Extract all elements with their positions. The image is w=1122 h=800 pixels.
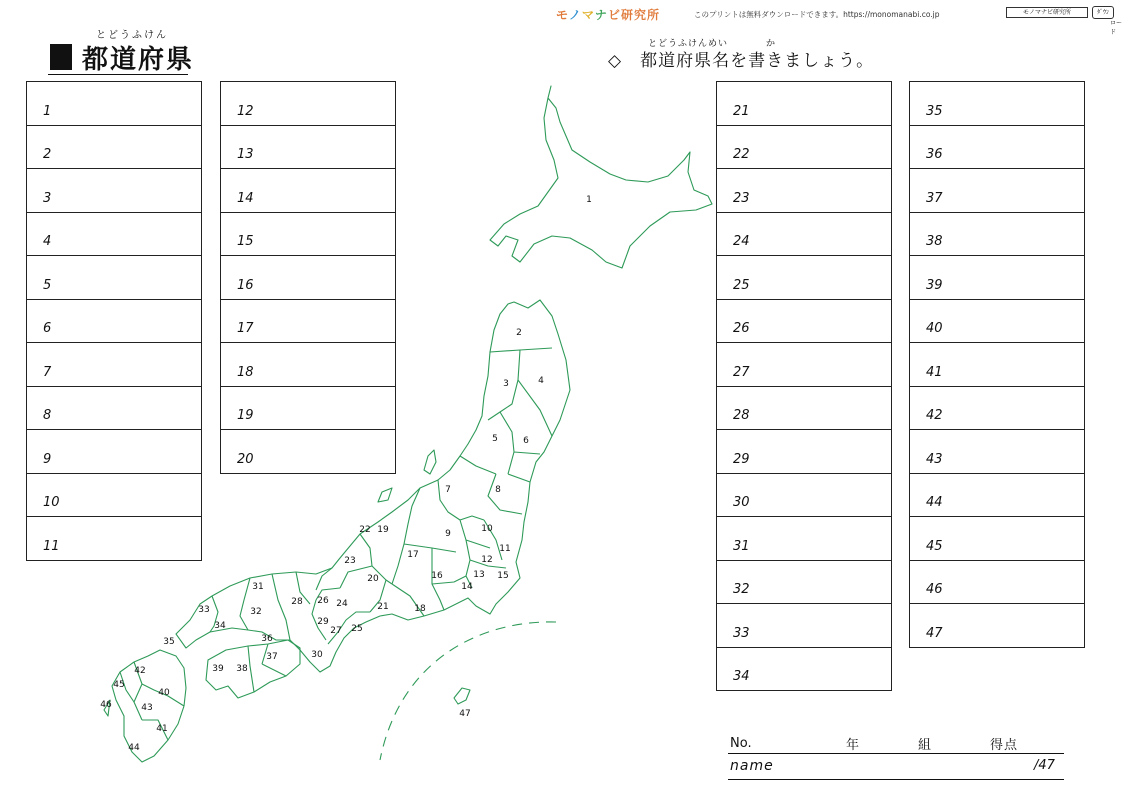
map-label-33: 33 [198,605,210,615]
map-label-44: 44 [128,743,140,753]
map-label-26: 26 [317,596,329,606]
answer-box-number: 38 [926,234,943,249]
map-label-11: 11 [499,544,511,554]
answer-box-number: 21 [733,103,750,119]
map-label-39: 39 [212,664,224,674]
map-label-3: 3 [503,379,509,389]
map-label-41: 41 [156,724,168,734]
map-label-27: 27 [330,626,342,636]
download-note: このプリントは無料ダウンロードできます。https://monomanabi.co.jp [694,10,940,19]
answer-box-number: 15 [237,234,254,249]
max-score: /47 [1034,758,1055,773]
map-label-28: 28 [291,597,303,607]
answer-box-number: 5 [43,277,52,293]
map-label-17: 17 [407,550,419,560]
map-number-labels [100,195,592,753]
answer-box-number: 37 [926,190,943,206]
map-label-9: 9 [445,529,451,539]
map-label-30: 30 [311,650,323,660]
answer-box-number: 9 [43,451,52,467]
map-label-20: 20 [367,574,379,584]
download-button[interactable]: ﾀﾞｳﾝ [1092,6,1114,19]
answer-box-number: 44 [926,495,943,510]
number-label: No. [730,736,752,751]
map-label-18: 18 [414,604,426,614]
answer-box-number: 22 [733,147,750,162]
brand-logo: モノマナビ研究所 [556,8,660,22]
map-label-15: 15 [497,571,509,581]
okinawa-divider [380,622,556,760]
instruction-text: ◇ 都道府県名を書きましょう。 [608,51,875,71]
answer-box-number: 16 [237,277,254,293]
map-label-42: 42 [134,666,146,676]
download-sub-label: ロード [1110,20,1122,36]
map-label-12: 12 [481,555,493,565]
answer-box-number: 17 [237,321,254,336]
answer-box-number: 30 [733,495,750,510]
answer-box-number: 29 [733,451,750,467]
answer-box-number: 6 [43,321,52,336]
instruction-furigana: とどうふけんめい [648,39,729,49]
map-label-19: 19 [377,525,389,535]
map-label-43: 43 [141,703,153,713]
map-label-34: 34 [214,621,226,631]
answer-box-number: 27 [733,364,750,380]
answer-box-number: 25 [733,277,750,293]
answer-box-number: 46 [926,582,943,597]
map-label-40: 40 [158,688,170,698]
answer-box-number: 40 [926,321,943,336]
answer-box-number: 43 [926,451,943,467]
map-label-4: 4 [538,376,544,386]
map-label-23: 23 [344,556,356,566]
map-label-21: 21 [377,602,389,612]
answer-box-number: 8 [43,408,52,423]
map-label-24: 24 [336,599,348,609]
map-label-7: 7 [445,485,451,495]
answer-box-number: 35 [926,103,943,119]
map-label-45: 45 [113,680,125,690]
map-label-38: 38 [236,664,248,674]
map-label-8: 8 [495,485,501,495]
map-label-2: 2 [516,328,522,338]
answer-box-number: 39 [926,277,943,293]
answer-box-number: 26 [733,321,750,336]
footer-rule-2 [728,779,1064,780]
map-label-29: 29 [317,617,329,627]
map-label-16: 16 [431,571,443,581]
answer-box-number: 14 [237,190,254,206]
map-label-47: 47 [459,709,471,719]
map-label-25: 25 [351,624,363,634]
map-label-32: 32 [250,607,262,617]
map-label-10: 10 [481,524,493,534]
answer-box-number: 23 [733,190,750,206]
answer-box-number: 41 [926,364,943,380]
prefecture-outlines [104,86,712,762]
instruction-furigana-2: か [766,39,776,49]
answer-box-number: 47 [926,625,943,641]
answer-box-number: 36 [926,147,943,162]
map-label-14: 14 [461,582,473,592]
answer-box-number: 13 [237,147,254,162]
map-label-6: 6 [523,436,529,446]
map-label-22: 22 [359,525,371,535]
title-furigana: とどうふけん [96,30,168,41]
score-label: 得点 [990,738,1019,753]
answer-box-number: 20 [237,451,254,467]
answer-box-number: 19 [237,408,254,423]
map-label-1: 1 [586,195,592,205]
answer-box-number: 10 [43,495,60,510]
name-label: name [730,758,774,774]
answer-box-number: 7 [43,364,52,380]
year-label: 年 [846,738,860,753]
answer-box-number: 28 [733,408,750,423]
answer-box-number: 4 [43,234,52,249]
map-label-36: 36 [261,634,273,644]
answer-box-number: 2 [43,147,52,162]
map-label-5: 5 [492,434,498,444]
answer-box-number: 32 [733,582,750,597]
answer-box-number: 45 [926,538,943,554]
title-text: 都道府県 [82,44,195,75]
map-label-37: 37 [266,652,278,662]
class-label: 組 [918,738,932,753]
answer-box-number: 33 [733,625,750,641]
answer-box-number: 24 [733,234,750,249]
answer-box-number: 18 [237,364,254,380]
footer-rule-1 [728,753,1064,754]
answer-box-number: 3 [43,190,52,206]
map-label-35: 35 [163,637,175,647]
map-label-13: 13 [473,570,485,580]
answer-box-number: 34 [733,669,750,684]
answer-box-number: 31 [733,538,750,554]
map-label-31: 31 [252,582,264,592]
header-mini-box: モノマナビ研究所 [1006,7,1088,18]
answer-box-number: 12 [237,103,254,119]
answer-box-number: 1 [43,103,52,119]
answer-box-number: 42 [926,408,943,423]
answer-box-number: 11 [43,538,60,554]
map-label-46: 46 [100,700,112,710]
